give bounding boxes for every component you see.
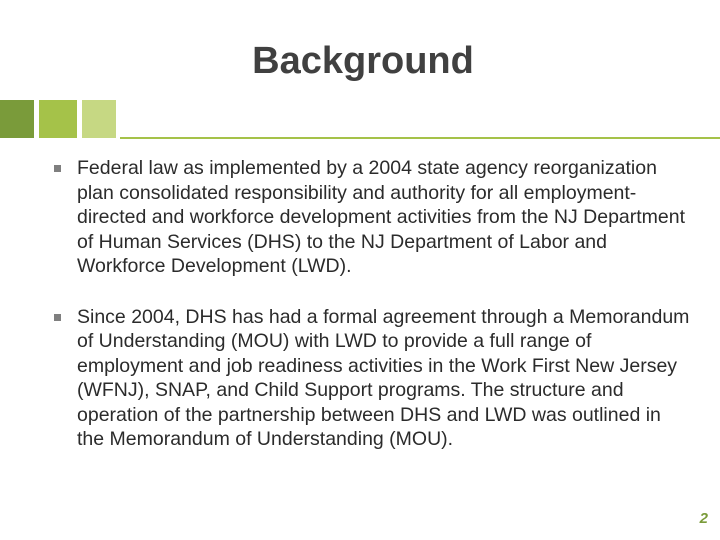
accent-rule (120, 137, 720, 139)
bullet-item (50, 156, 690, 279)
page-number: 2 (699, 510, 708, 527)
title-accent-bar (0, 100, 720, 138)
bullet-list (50, 156, 690, 478)
square-bullet-icon (54, 165, 61, 172)
accent-square-light (82, 100, 116, 138)
accent-square-mid (39, 100, 77, 138)
slide-title: Background (252, 40, 474, 82)
bullet-item (50, 305, 690, 452)
accent-square-dark (0, 100, 34, 138)
bullet-text: Federal law as implemented by a 2004 state agency reorganization plan consolidated responsibility and authority for all employment-directed and workforce development activities from the NJ Department of Human Services (DHS) to the NJ Department of Labor and Workforce Development (LWD). (77, 157, 686, 277)
square-bullet-icon (54, 314, 61, 321)
bullet-text: Since 2004, DHS has had a formal agreement through a Memorandum of Understanding (MOU) with LWD to provide a full range of employment and job readiness activities in the Work First New Jersey (WFNJ), SNAP, and Child Support programs. The structure and operation of the partnership between DHS and LWD was outlined in the Memorandum of Understanding (MOU). (77, 305, 690, 450)
